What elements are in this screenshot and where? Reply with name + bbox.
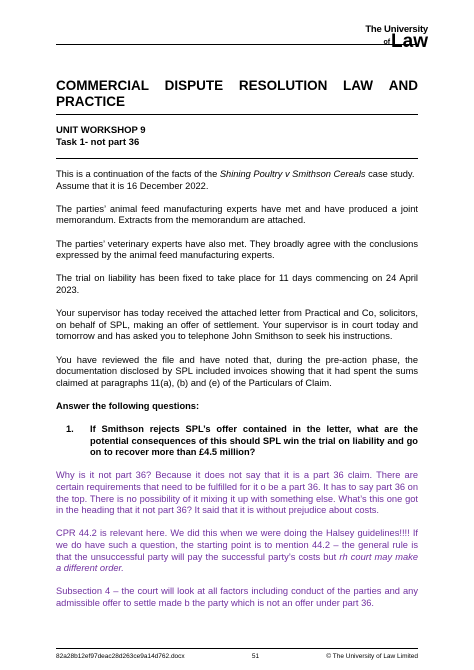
paragraph: This is a continuation of the facts of the Shining Poultry v Smithson Cereals case study. — [56, 169, 415, 179]
answer-paragraph: Subsection 4 – the court will look at all factors including conduct of the parties and any admissible offer to settle made b the party which is not an offer under part 36. — [56, 586, 418, 608]
question-text: If Smithson rejects SPL’s offer contained in the letter, what are the potential consequences of this should SPL win the trial on liability and go on to recover more than £4.5 million? — [90, 424, 418, 458]
page-footer — [56, 653, 418, 660]
paragraph: The parties’ veterinary experts have also met. They broadly agree with the conclusions expressed by the animal feed manufacturing experts. — [56, 238, 418, 261]
logo-law: Law — [391, 30, 428, 52]
footer-rule — [56, 648, 418, 649]
university-logo — [365, 25, 428, 51]
title-word: LAW — [343, 78, 374, 93]
header-rule — [56, 44, 418, 45]
footer-doc-name: 82a28b12ef97deac28d263ce9a14d762.docx — [56, 653, 185, 660]
question-number: 1. — [66, 424, 74, 435]
logo-line1: The University — [365, 24, 428, 35]
title-word: COMMERCIAL — [56, 78, 149, 93]
logo-of: of — [383, 38, 391, 46]
paragraph: The trial on liability has been fixed to take place for 11 days commencing on 24 April 2023. — [56, 273, 418, 295]
answer-paragraph: Why is it not part 36? Because it does not say that it is a part 36 claim. There are certain requirements that need to be fulfilled for it o be a part 36. It has to say part 36 on the top. There is no possibility of it mixing it up with something else. What’s this one got in the heading that it not part 36? It said that it is without prejudice about costs. — [56, 470, 418, 516]
title-word: AND — [388, 78, 418, 93]
title-rule — [56, 114, 418, 115]
title-word: RESOLUTION — [238, 78, 328, 93]
instructions: Answer the following questions: — [56, 400, 200, 411]
unit-line1: UNIT WORKSHOP 9 — [56, 125, 146, 136]
unit-heading — [56, 125, 146, 149]
title-word: DISPUTE — [164, 78, 224, 93]
question-item — [56, 424, 418, 459]
footer-copyright: © The University of Law Limited — [326, 653, 418, 660]
paragraph: The parties’ animal feed manufacturing experts have met and have produced a joint memorandum. Extracts from the memorandum are attached. — [56, 203, 418, 226]
paragraph: Your supervisor has today received the attached letter from Practical and Co, solicitors, on behalf of SPL, making an offer of settlement. Your supervisor is in court today and tomorrow and has asked you to telephone John Smithson to seek his instructions. — [56, 308, 418, 342]
answer-paragraph: CPR 44.2 is relevant here. We did this when we were doing the Halsey guidelines!!!! If we do have such a question, the starting point is to mention 44.2 – the general rule is that the unsuccessful party will pay the successful party’s costs but rh court may make a different order. — [56, 528, 418, 574]
page-title — [56, 78, 418, 110]
paragraph: You have reviewed the file and have noted that, during the pre-action phase, the documentation disclosed by SPL included invoices showing that it had spent the sums claimed at paragraphs 11(a), (b) and (e) of the Particulars of Claim. — [56, 354, 418, 388]
footer-page-number: 51 — [251, 653, 260, 660]
paragraph: Assume that it is 16 December 2022. — [56, 180, 209, 191]
unit-rule — [56, 158, 418, 159]
document-body — [56, 169, 418, 621]
title-line2: PRACTICE — [56, 94, 126, 109]
unit-line2: Task 1- not part 36 — [56, 137, 140, 148]
